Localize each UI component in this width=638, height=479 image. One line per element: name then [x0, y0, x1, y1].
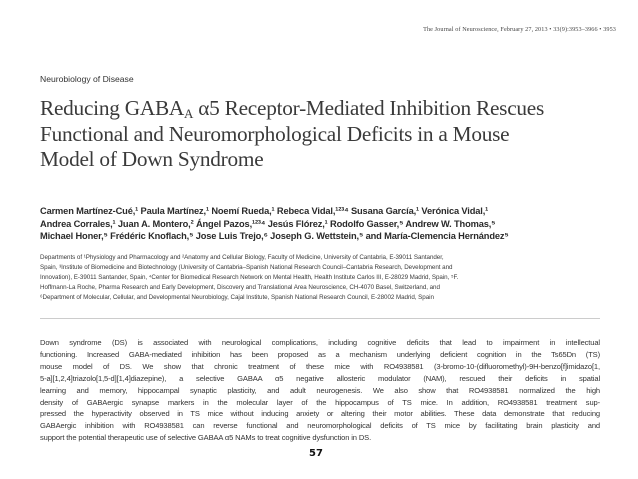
abstract-line: learning and memory, hippocampal synaptic plasticity, and adult neurogenesis. We also show that RO4938581 normalized the high — [40, 385, 600, 395]
page-number: 57 — [309, 448, 323, 459]
affiliation-line: ⁶Department of Molecular, Cellular, and Developmental Neurobiology, Cajal Institute, Spanish National Research Council, E-28002 Madrid, Spain — [40, 294, 434, 301]
title-line-1 — [40, 96, 620, 122]
affiliation-line: Hoffmann-La Roche, Pharma Research and Early Development, Discovery and Translational Area Neuroscience, CH-4070 Basel, Switzerland, and — [40, 284, 440, 291]
abstract-line: density of GABAergic synapse markers in the molecular layer of the hippocampus of TS mice. In addition, RO4938581 treatment sup- — [40, 397, 600, 407]
title-line-3: Model of Down Syndrome — [40, 147, 264, 171]
author-line: Andrea Corrales,¹ Juan A. Montero,² Ángel Pazos,¹²³⁴ Jesús Flórez,¹ Rodolfo Gasser,⁵ Andrew W. Thomas,⁵ — [40, 218, 496, 229]
title-line-2: Functional and Neuromorphological Deficits in a Mouse — [40, 121, 510, 146]
divider — [40, 318, 600, 319]
affiliation-line: Departments of ¹Physiology and Pharmacology and ²Anatomy and Cellular Biology, Faculty of Medicine, University of Cantabria, E-39011 Santander, — [40, 254, 444, 261]
author-list — [40, 205, 600, 243]
article-title — [40, 96, 620, 173]
author-line: Michael Honer,⁵ Frédéric Knoflach,⁵ Jose Luis Trejo,⁶ Joseph G. Wettstein,⁵ and María-Clemencia Hernández⁵ — [40, 231, 509, 242]
abstract-line: GABAergic inhibition with RO4938581 can reverse functional and neuromorphological deficits of TS mice by facilitating brain plasticity and — [40, 421, 600, 431]
abstract-line: mouse model of DS. We show that chronic treatment of these mice with RO4938581 (3-bromo-10-(difluoromethyl)-9H-benzo[f]imidazo[1, — [40, 361, 600, 371]
abstract — [40, 337, 600, 444]
title-subscript: A — [184, 106, 194, 121]
author-line: Carmen Martínez-Cué,¹ Paula Martínez,¹ Noemí Rueda,¹ Rebeca Vidal,¹²³⁴ Susana García,¹ Verónica Vidal,¹ — [40, 206, 489, 216]
abstract-line: Down syndrome (DS) is associated with neurological complications, including cognitive deficits that lead to impairment in intellectual — [40, 338, 600, 347]
affiliation-line: Innovation), E-39011 Santander, Spain, ⁴Center for Biomedical Research Network on Mental Health, Health Institute Carlos III, E-28029 Madrid, Spain, ⁵F. — [40, 274, 459, 281]
abstract-line: functioning. Increased GABA-mediated inhibition has been proposed as a mechanism underlying deficient cognition in the Ts65Dn (TS) — [40, 349, 600, 359]
affiliations — [40, 253, 600, 303]
running-head: The Journal of Neuroscience, February 27, 2013 • 33(9):3953–3966 • 3953 — [423, 26, 616, 33]
affiliation-line: Spain, ³Institute of Biomedicine and Biotechnology (University of Cantabria–Spanish National Research Council–Cantabria Research, Development and — [40, 264, 453, 271]
abstract-line: 5-a][1,2,4]triazolo[1,5-d][1,4]diazepine), a selective GABAA α5 negative allosteric modulator (NAM), rescued their deficits in spatial — [40, 373, 600, 383]
abstract-line: pressed the hyperactivity observed in TS mice without inducing anxiety or altering their motor abilities. These data demonstrate that reducing — [40, 409, 600, 419]
title-part-2: α5 Receptor-Mediated Inhibition Rescues — [193, 96, 545, 120]
abstract-line: support the potential therapeutic use of selective GABAA α5 NAMs to treat cognitive dysfunction in DS. — [40, 433, 372, 443]
title-part-1: Reducing GABA — [40, 96, 185, 120]
section-label: Neurobiology of Disease — [40, 74, 134, 84]
